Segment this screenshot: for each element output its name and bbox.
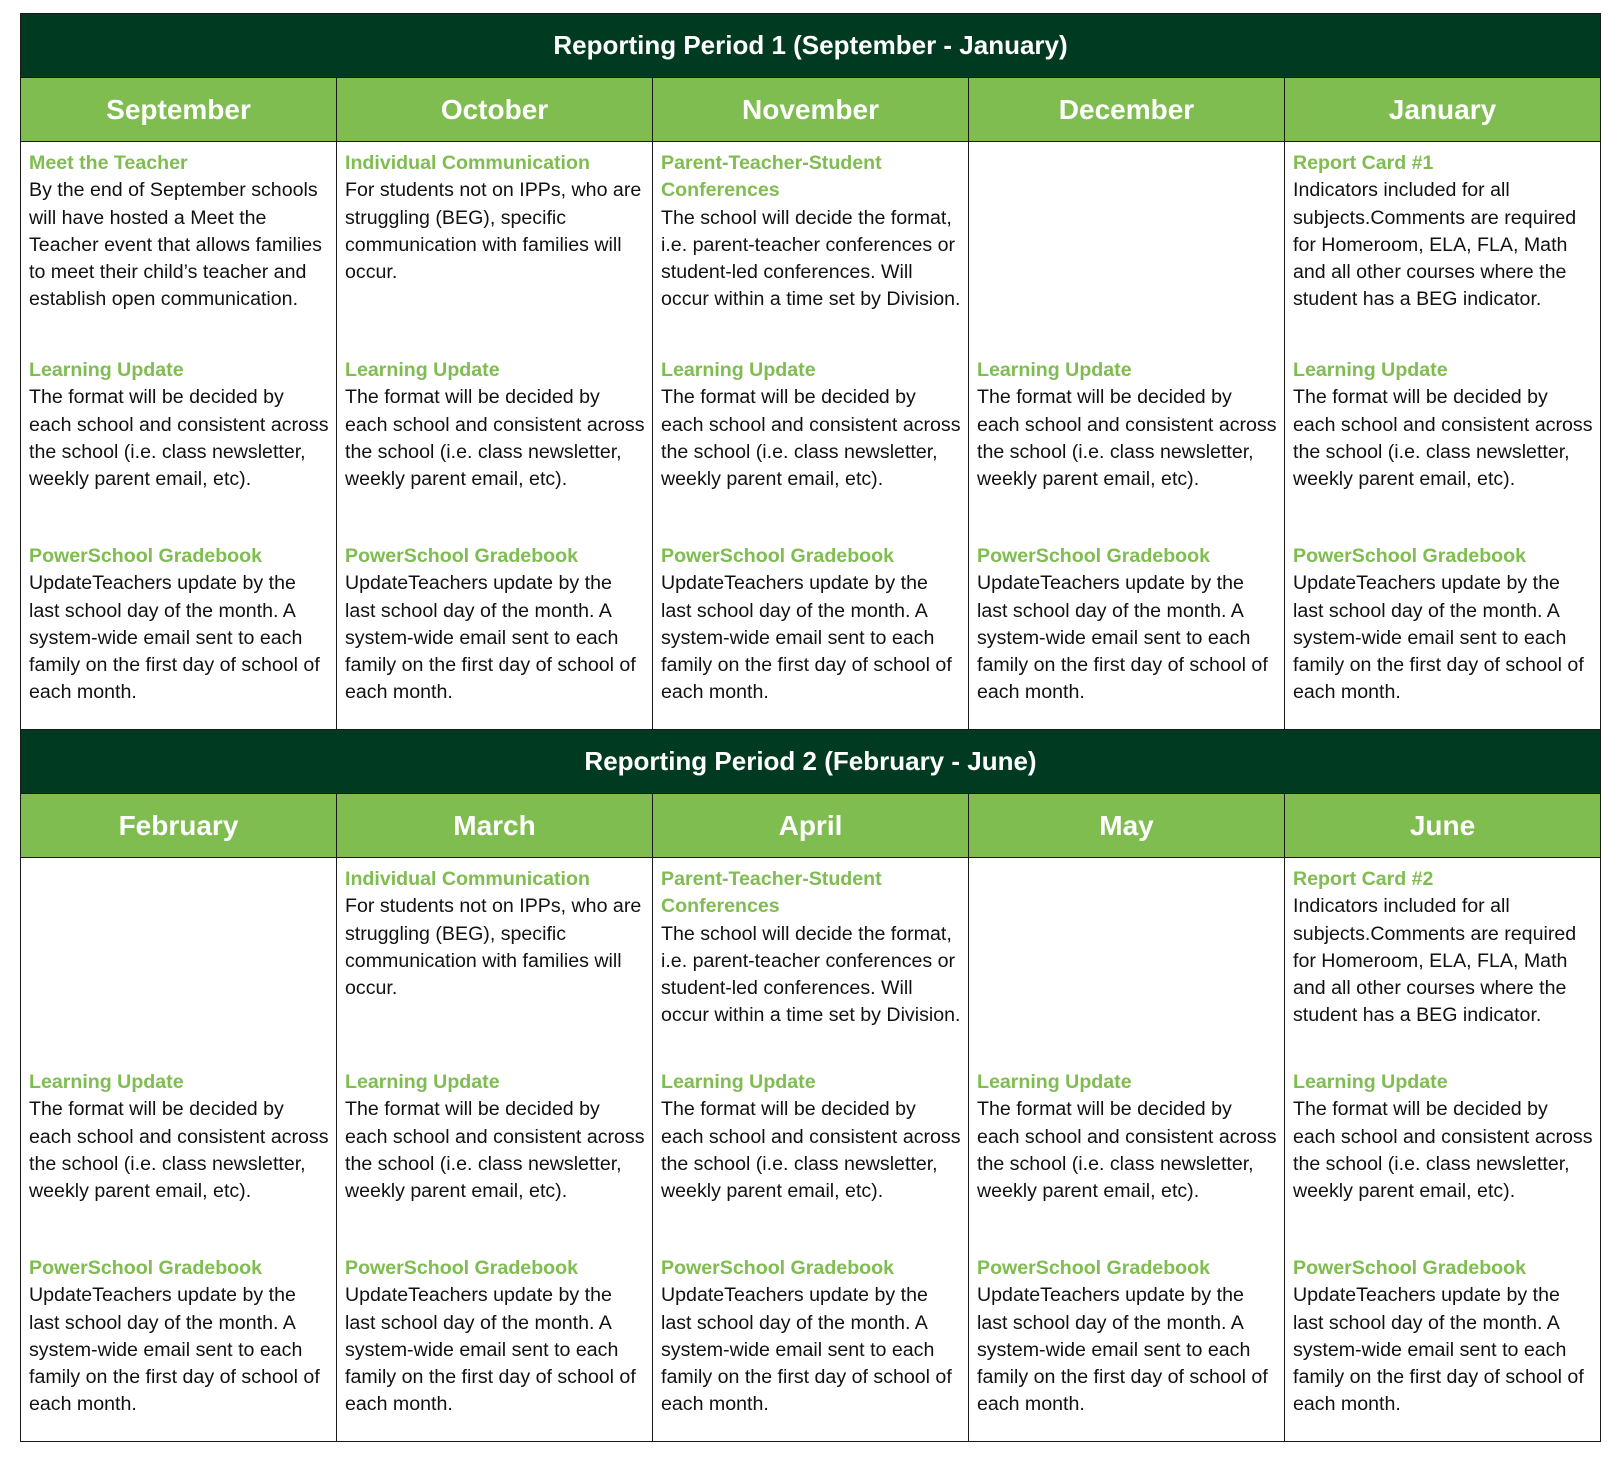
event-title: Individual Communication — [345, 152, 590, 174]
month-header: May — [969, 794, 1285, 858]
gradebook-update-section — [345, 543, 646, 707]
event-section — [345, 866, 646, 1002]
period-title: Reporting Period 1 (September - January) — [21, 14, 1601, 78]
month-header: December — [969, 78, 1285, 142]
month-content-row — [21, 858, 1601, 1442]
gradebook-update-title: PowerSchool Gradebook — [1293, 1257, 1526, 1279]
gradebook-update-body: UpdateTeachers update by the last school day of the month. A system-wide email sent to each family on the first day of school of each month. — [661, 572, 952, 704]
event-title: Parent-Teacher-Student Conferences — [661, 152, 882, 202]
learning-update-body: The format will be decided by each school and consistent across the school (i.e. class newsletter, weekly parent email, etc). — [29, 1098, 329, 1203]
month-cell — [1285, 858, 1601, 1442]
learning-update-body: The format will be decided by each school and consistent across the school (i.e. class newsletter, weekly parent email, etc). — [977, 1098, 1277, 1203]
month-header-row — [21, 794, 1601, 858]
gradebook-update-body: UpdateTeachers update by the last school day of the month. A system-wide email sent to each family on the first day of school of each month. — [977, 572, 1268, 704]
learning-update-body: The format will be decided by each school and consistent across the school (i.e. class newsletter, weekly parent email, etc). — [977, 386, 1277, 491]
gradebook-update-title: PowerSchool Gradebook — [977, 1257, 1210, 1279]
learning-update-title: Learning Update — [29, 359, 184, 381]
month-cell — [969, 142, 1285, 730]
month-cell — [969, 858, 1285, 1442]
gradebook-update-section — [345, 1255, 646, 1419]
month-cell — [337, 142, 653, 730]
learning-update-section — [661, 357, 962, 493]
month-header: March — [337, 794, 653, 858]
month-cell-content — [969, 858, 1284, 1441]
month-cell-content — [969, 142, 1284, 729]
event-section — [1293, 150, 1594, 314]
month-cell-content — [21, 858, 336, 1441]
event-body: The school will decide the format, i.e. parent-teacher conferences or student-led conferences. Will occur within a time set by Division. — [661, 206, 961, 311]
gradebook-update-section — [29, 543, 330, 707]
month-cell-content — [653, 142, 968, 729]
gradebook-update-body: UpdateTeachers update by the last school day of the month. A system-wide email sent to each family on the first day of school of each month. — [1293, 572, 1584, 704]
gradebook-update-section — [1293, 1255, 1594, 1419]
month-cell — [337, 858, 653, 1442]
gradebook-update-section — [661, 1255, 962, 1419]
month-cell-content — [337, 858, 652, 1441]
month-cell — [653, 142, 969, 730]
learning-update-section — [1293, 357, 1594, 493]
period-header-row — [21, 14, 1601, 78]
learning-update-section — [977, 1069, 1278, 1205]
event-section — [1293, 866, 1594, 1030]
month-header: June — [1285, 794, 1601, 858]
event-body: By the end of September schools will have hosted a Meet the Teacher event that allows families to meet their child’s teacher and establish open communication. — [29, 179, 322, 311]
month-header: April — [653, 794, 969, 858]
gradebook-update-title: PowerSchool Gradebook — [29, 1257, 262, 1279]
gradebook-update-body: UpdateTeachers update by the last school day of the month. A system-wide email sent to each family on the first day of school of each month. — [345, 1284, 636, 1416]
learning-update-section — [29, 357, 330, 493]
learning-update-title: Learning Update — [977, 1071, 1132, 1093]
month-content-row — [21, 142, 1601, 730]
event-title: Meet the Teacher — [29, 152, 188, 174]
event-body: For students not on IPPs, who are struggling (BEG), specific communication with families will occur. — [345, 179, 642, 284]
gradebook-update-body: UpdateTeachers update by the last school day of the month. A system-wide email sent to each family on the first day of school of each month. — [1293, 1284, 1584, 1416]
learning-update-title: Learning Update — [345, 359, 500, 381]
event-body: Indicators included for all subjects.Comments are required for Homeroom, ELA, FLA, Math and all other courses where the student has a BEG indicator. — [1293, 895, 1577, 1027]
learning-update-title: Learning Update — [661, 1071, 816, 1093]
month-header: February — [21, 794, 337, 858]
month-cell — [653, 858, 969, 1442]
gradebook-update-section — [977, 543, 1278, 707]
month-cell-content — [21, 142, 336, 729]
learning-update-section — [345, 357, 646, 493]
learning-update-body: The format will be decided by each school and consistent across the school (i.e. class newsletter, weekly parent email, etc). — [661, 386, 961, 491]
reporting-table — [20, 13, 1601, 1442]
period-title: Reporting Period 2 (February - June) — [21, 730, 1601, 794]
gradebook-update-body: UpdateTeachers update by the last school day of the month. A system-wide email sent to each family on the first day of school of each month. — [977, 1284, 1268, 1416]
month-header: October — [337, 78, 653, 142]
event-section — [661, 150, 962, 314]
learning-update-title: Learning Update — [1293, 1071, 1448, 1093]
gradebook-update-body: UpdateTeachers update by the last school day of the month. A system-wide email sent to each family on the first day of school of each month. — [29, 572, 320, 704]
learning-update-body: The format will be decided by each school and consistent across the school (i.e. class newsletter, weekly parent email, etc). — [661, 1098, 961, 1203]
learning-update-title: Learning Update — [661, 359, 816, 381]
gradebook-update-title: PowerSchool Gradebook — [345, 1257, 578, 1279]
event-title: Report Card #2 — [1293, 868, 1434, 890]
gradebook-update-body: UpdateTeachers update by the last school day of the month. A system-wide email sent to each family on the first day of school of each month. — [29, 1284, 320, 1416]
learning-update-title: Learning Update — [977, 359, 1132, 381]
month-cell-content — [653, 858, 968, 1441]
gradebook-update-title: PowerSchool Gradebook — [29, 545, 262, 567]
learning-update-section — [661, 1069, 962, 1205]
event-body: Indicators included for all subjects.Comments are required for Homeroom, ELA, FLA, Math and all other courses where the student has a BEG indicator. — [1293, 179, 1577, 311]
gradebook-update-title: PowerSchool Gradebook — [1293, 545, 1526, 567]
event-section — [345, 150, 646, 286]
learning-update-title: Learning Update — [1293, 359, 1448, 381]
gradebook-update-section — [1293, 543, 1594, 707]
gradebook-update-title: PowerSchool Gradebook — [661, 545, 894, 567]
month-cell-content — [337, 142, 652, 729]
gradebook-update-body: UpdateTeachers update by the last school day of the month. A system-wide email sent to each family on the first day of school of each month. — [661, 1284, 952, 1416]
event-title: Individual Communication — [345, 868, 590, 890]
month-header: November — [653, 78, 969, 142]
event-section — [661, 866, 962, 1030]
month-cell — [1285, 142, 1601, 730]
learning-update-section — [977, 357, 1278, 493]
gradebook-update-section — [29, 1255, 330, 1419]
reporting-schedule — [20, 13, 1600, 1442]
learning-update-body: The format will be decided by each school and consistent across the school (i.e. class newsletter, weekly parent email, etc). — [29, 386, 329, 491]
learning-update-title: Learning Update — [345, 1071, 500, 1093]
event-body: The school will decide the format, i.e. parent-teacher conferences or student-led conferences. Will occur within a time set by Division. — [661, 922, 961, 1027]
month-header: January — [1285, 78, 1601, 142]
learning-update-body: The format will be decided by each school and consistent across the school (i.e. class newsletter, weekly parent email, etc). — [1293, 1098, 1593, 1203]
learning-update-section — [1293, 1069, 1594, 1205]
gradebook-update-section — [661, 543, 962, 707]
month-header: September — [21, 78, 337, 142]
gradebook-update-title: PowerSchool Gradebook — [661, 1257, 894, 1279]
period-header-row — [21, 730, 1601, 794]
learning-update-body: The format will be decided by each school and consistent across the school (i.e. class newsletter, weekly parent email, etc). — [345, 386, 645, 491]
month-cell — [21, 142, 337, 730]
month-cell — [21, 858, 337, 1442]
event-title: Parent-Teacher-Student Conferences — [661, 868, 882, 918]
event-section — [29, 150, 330, 314]
month-cell-content — [1285, 858, 1600, 1441]
gradebook-update-title: PowerSchool Gradebook — [977, 545, 1210, 567]
month-header-row — [21, 78, 1601, 142]
month-cell-content — [1285, 142, 1600, 729]
learning-update-section — [345, 1069, 646, 1205]
learning-update-body: The format will be decided by each school and consistent across the school (i.e. class newsletter, weekly parent email, etc). — [345, 1098, 645, 1203]
event-title: Report Card #1 — [1293, 152, 1434, 174]
learning-update-section — [29, 1069, 330, 1205]
learning-update-title: Learning Update — [29, 1071, 184, 1093]
gradebook-update-section — [977, 1255, 1278, 1419]
event-body: For students not on IPPs, who are struggling (BEG), specific communication with families will occur. — [345, 895, 642, 1000]
learning-update-body: The format will be decided by each school and consistent across the school (i.e. class newsletter, weekly parent email, etc). — [1293, 386, 1593, 491]
gradebook-update-title: PowerSchool Gradebook — [345, 545, 578, 567]
gradebook-update-body: UpdateTeachers update by the last school day of the month. A system-wide email sent to each family on the first day of school of each month. — [345, 572, 636, 704]
